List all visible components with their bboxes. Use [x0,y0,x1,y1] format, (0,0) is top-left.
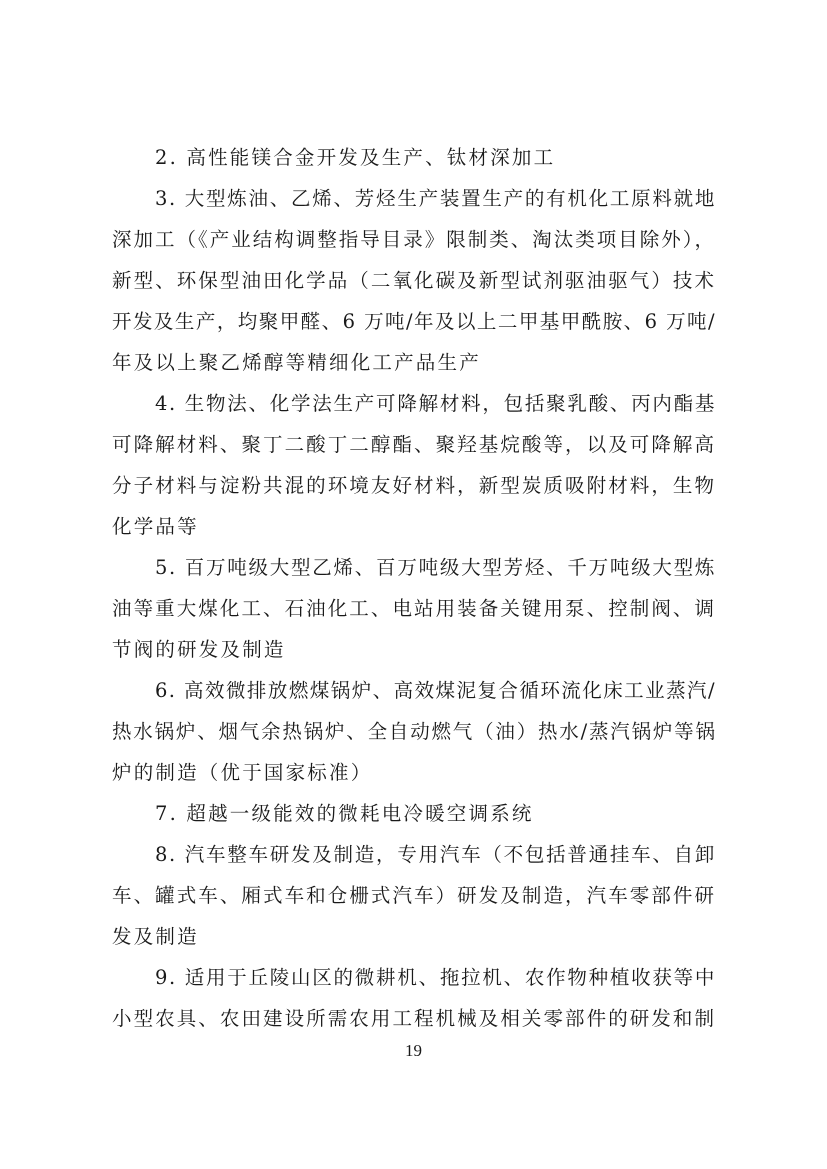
item-6-line-3: 炉的制造（优于国家标准） [112,761,373,784]
item-9-line-2: 小型农具、农田建设所需农用工程机械及相关零部件的研发和制 [112,1007,716,1030]
item-8-line-1: 8. 汽车整车研发及制造，专用汽车（不包括普通挂车、自卸 [155,843,716,866]
item-6-line-1: 6. 高效微排放燃煤锅炉、高效煤泥复合循环流化床工业蒸汽/ [155,679,716,702]
item-4-line-3: 分子材料与淀粉共混的环境友好材料，新型炭质吸附材料，生物 [112,474,716,497]
item-4-line-1: 4. 生物法、化学法生产可降解材料，包括聚乳酸、丙内酯基 [155,392,716,415]
item-4-line-4: 化学品等 [112,515,199,538]
item-3-line-5: 年及以上聚乙烯醇等精细化工产品生产 [112,351,481,374]
item-3-line-2: 深加工（《产业结构调整指导目录》限制类、淘汰类项目除外）， [112,228,717,251]
item-8-line-3: 发及制造 [112,925,199,948]
item-5-line-1: 5. 百万吨级大型乙烯、百万吨级大型芳烃、千万吨级大型炼 [155,556,716,579]
item-5-line-2: 油等重大煤化工、石油化工、电站用装备关键用泵、控制阀、调 [112,597,716,620]
item-4-line-2: 可降解材料、聚丁二酸丁二醇酯、聚羟基烷酸等，以及可降解高 [112,433,716,456]
item-3-line-3: 新型、环保型油田化学品（二氧化碳及新型试剂驱油驱气）技术 [112,269,716,292]
item-9-line-1: 9. 适用于丘陵山区的微耕机、拖拉机、农作物种植收获等中 [155,966,716,989]
item-6-line-2: 热水锅炉、烟气余热锅炉、全自动燃气（油）热水/蒸汽锅炉等锅 [112,720,717,743]
item-2-line-1: 2. 高性能镁合金开发及生产、钛材深加工 [155,146,556,169]
item-7-line-1: 7. 超越一级能效的微耗电冷暖空调系统 [155,802,534,825]
page-number: 19 [405,1041,422,1060]
item-8-line-2: 车、罐式车、厢式车和仓栅式汽车）研发及制造，汽车零部件研 [112,884,716,907]
item-3-line-1: 3. 大型炼油、乙烯、芳烃生产装置生产的有机化工原料就地 [155,187,716,210]
item-3-line-4: 开发及生产，均聚甲醛、6 万吨/年及以上二甲基甲酰胺、6 万吨/ [112,310,716,333]
item-5-line-3: 节阀的研发及制造 [112,638,286,661]
